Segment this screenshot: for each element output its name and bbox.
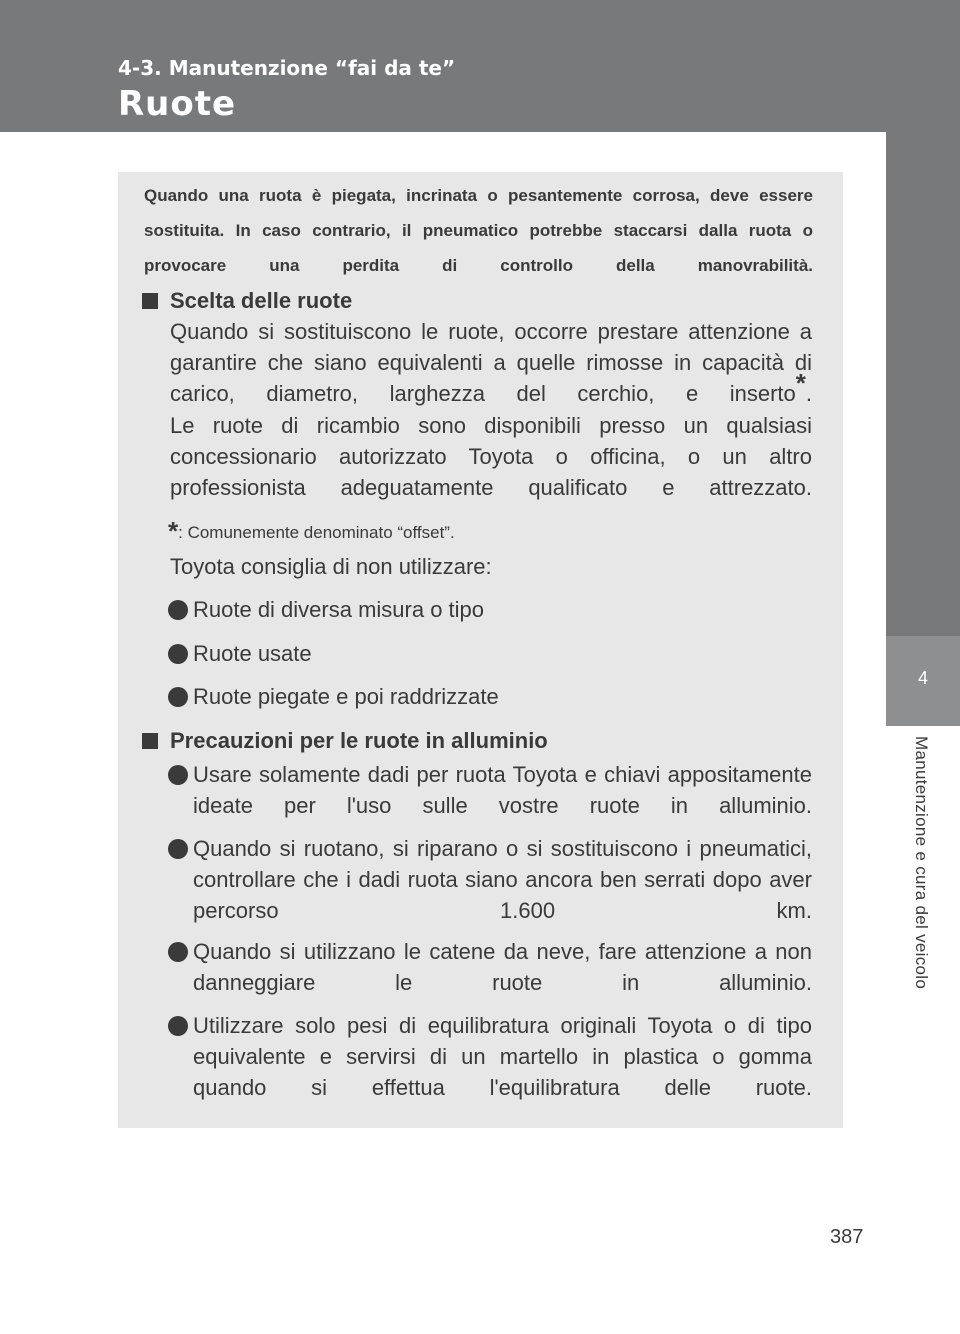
list-item: Ruote di diversa misura o tipo [193,597,485,622]
footnote [168,514,455,545]
list-item: Ruote usate [193,641,312,666]
section-heading-alloy-wheels: Precauzioni per le ruote in alluminio [170,728,548,753]
bullet-dot-icon [168,942,188,962]
wheel-choice-text: Quando si sostituiscono le ruote, occorre prestare attenzione a garantire che siano equivalenti a quelle rimosse in capacità di carico, diametro, larghezza del cerchio, e inserto [170,319,812,406]
bullet-dot-icon [168,644,188,664]
bullet-dot-icon [168,687,188,707]
footnote-star: * [168,516,179,546]
section-label: 4-3. Manutenzione “fai da te” [118,56,456,80]
spare-wheels-paragraph: Le ruote di ricambio sono disponibili presso un qualsiasi concessionario autorizzato Toyota o officina, o un altro professionista adeguatamente qualificato e attrezzato. [170,413,812,500]
list-item: Utilizzare solo pesi di equilibratura originali Toyota o di tipo equivalente e servirsi di un martello in plastica o gomma quando si effettua l'equilibratura delle ruote. [193,1013,812,1100]
chapter-number: 4 [917,668,928,688]
bullet-dot-icon [168,1016,188,1036]
page-number: 387 [830,1226,864,1248]
footnote-text: : Comunemente denominato “offset”. [178,523,455,542]
advice-text: Toyota consiglia di non utilizzare: [170,554,492,579]
list-item: Quando si utilizzano le catene da neve, fare attenzione a non danneggiare le ruote in alluminio. [193,939,812,995]
list-item: Ruote piegate e poi raddrizzate [193,684,499,709]
list-item: Quando si ruotano, si riparano o si sostituiscono i pneumatici, controllare che i dadi ruota siano ancora ben serrati dopo aver percorso 1.600 km. [193,836,812,923]
bullet-dot-icon [168,600,188,620]
intro-paragraph: Quando una ruota è piegata, incrinata o pesantemente corrosa, deve essere sostituita. In caso contrario, il pneumatico potrebbe staccarsi dalla ruota o provocare una perdita di controllo della manovrabilità. [144,186,813,275]
bullet-dot-icon [168,839,188,859]
bullet-dot-icon [168,765,188,785]
page-title: Ruote [118,84,237,124]
chapter-title: Manutenzione e cura del veicolo [912,736,931,990]
wheel-choice-text-end: . [805,381,812,406]
square-bullet-icon [142,293,158,309]
square-bullet-icon [142,733,158,749]
section-heading-wheel-choice: Scelta delle ruote [170,288,353,313]
list-item: Usare solamente dadi per ruota Toyota e chiavi appositamente ideate per l'uso sulle vostre ruote in alluminio. [193,762,812,818]
footnote-reference: * [795,368,806,398]
